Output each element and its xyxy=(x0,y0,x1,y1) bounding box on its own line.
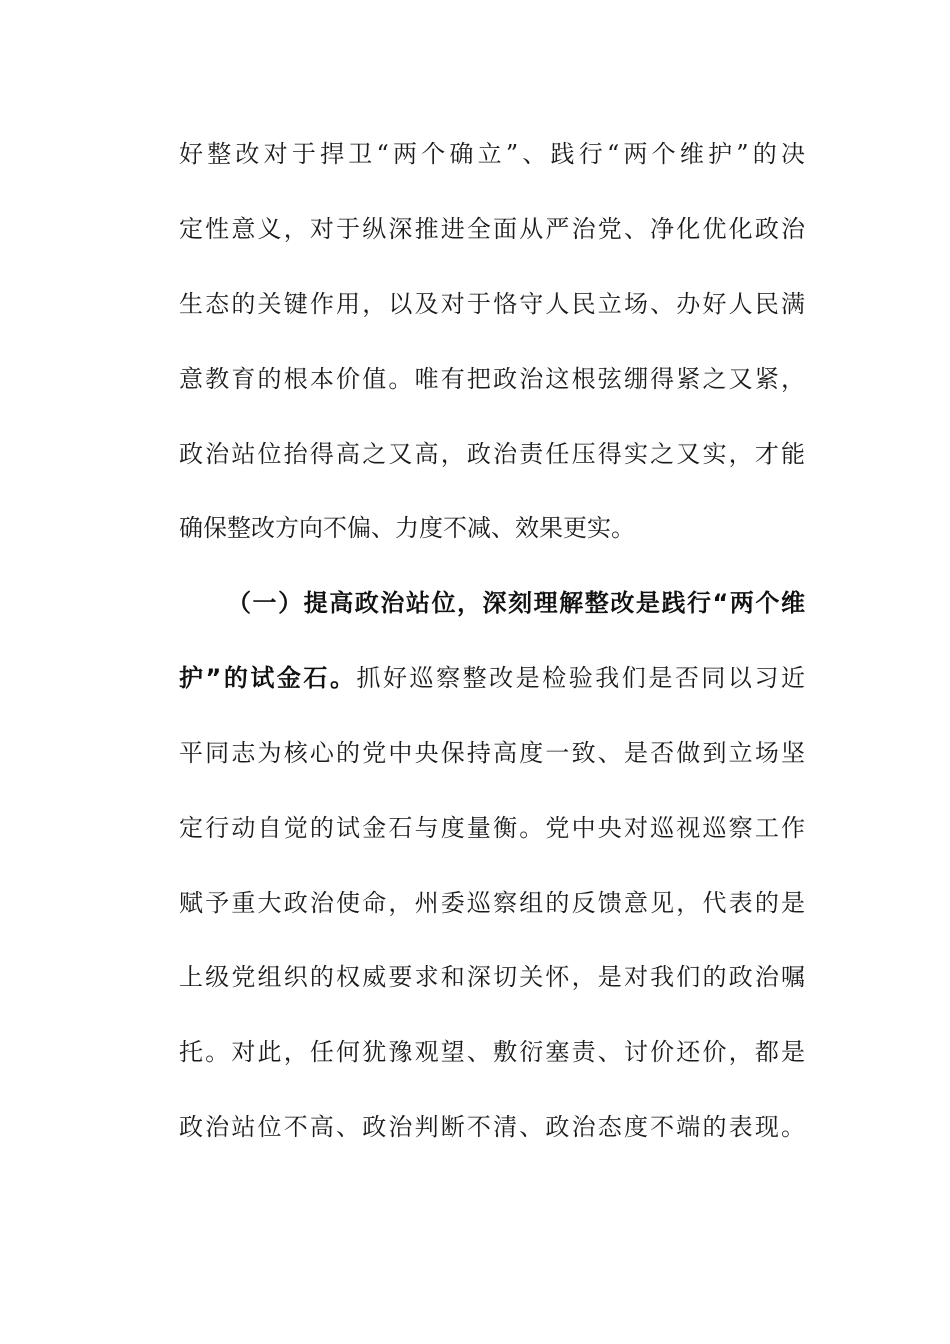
section-heading-end: 护”的试金石。 xyxy=(179,664,357,692)
paragraph-line: 赋予重大政治使命，州委巡察组的反馈意见，代表的是 xyxy=(179,889,805,917)
paragraph-line: 托。对此，任何犹豫观望、敷衍塞责、讨价还价，都是 xyxy=(179,1038,805,1066)
paragraph-line: 平同志为核心的党中央保持高度一致、是否做到立场坚 xyxy=(179,739,805,767)
paragraph-line: 意教育的根本价值。唯有把政治这根弦绷得紧之又紧， xyxy=(179,365,805,393)
paragraph-line: 定行动自觉的试金石与度量衡。党中央对巡视巡察工作 xyxy=(179,814,805,842)
paragraph-line: 政治站位不高、政治判断不清、政治态度不端的表现。 xyxy=(179,1113,805,1141)
paragraph-line xyxy=(179,658,805,698)
paragraph-text: 抓好巡察整改是检验我们是否同以习近 xyxy=(356,664,805,692)
paragraph-line: 生态的关键作用，以及对于恪守人民立场、办好人民满 xyxy=(179,290,805,318)
paragraph-line: 确保整改方向不偏、力度不减、效果更实。 xyxy=(179,514,635,542)
section-heading: （一）提高政治站位，深刻理解整改是践行“两个维 xyxy=(227,589,805,617)
paragraph-line: 上级党组织的权威要求和深切关怀，是对我们的政治嘱 xyxy=(179,963,805,991)
paragraph-line: 好整改对于捍卫“两个确立”、践行“两个维护”的决 xyxy=(179,140,805,168)
paragraph-line: 政治站位抬得高之又高，政治责任压得实之又实，才能 xyxy=(179,440,805,468)
paragraph-line: 定性意义，对于纵深推进全面从严治党、净化优化政治 xyxy=(179,215,805,243)
